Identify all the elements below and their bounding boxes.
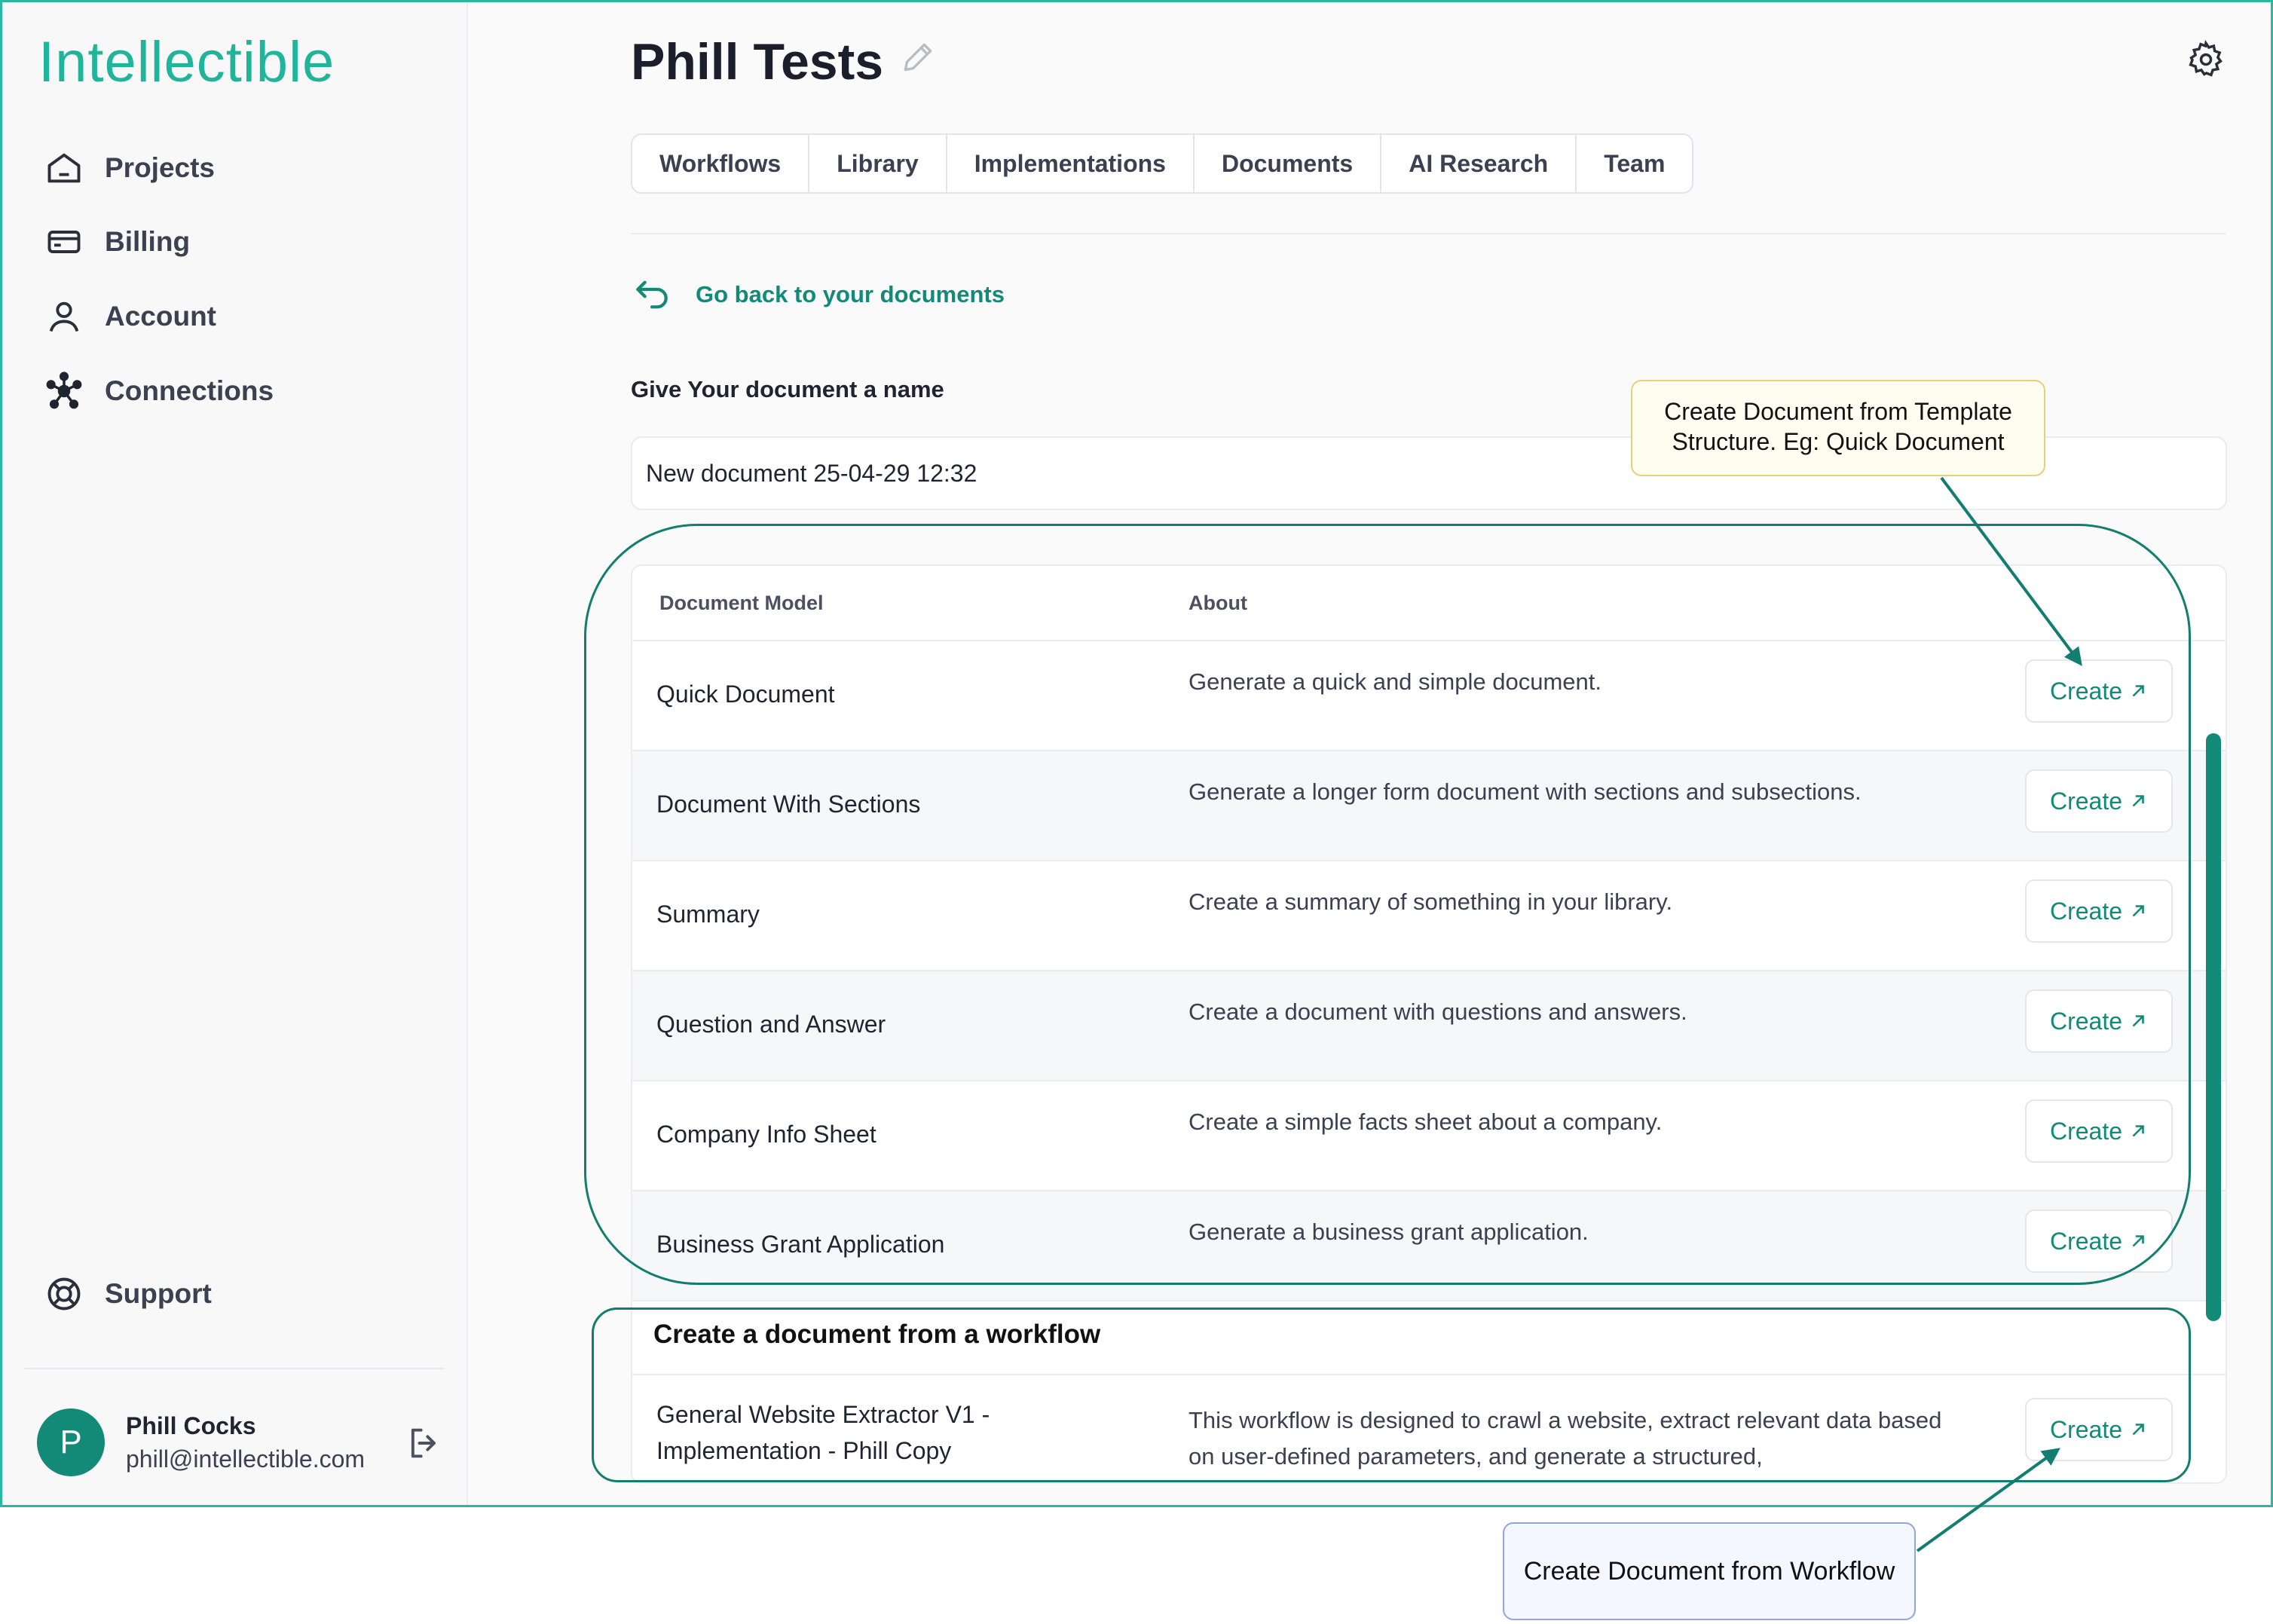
network-icon bbox=[41, 369, 87, 414]
page-title: Phill Tests bbox=[631, 33, 884, 90]
row-model-name: Company Info Sheet bbox=[656, 1121, 876, 1148]
row-about: Create a simple facts sheet about a company. bbox=[1189, 1109, 1663, 1135]
create-label: Create bbox=[2049, 1117, 2123, 1145]
card-icon bbox=[41, 219, 87, 265]
pencil-icon[interactable] bbox=[899, 38, 937, 76]
sidebar-item-billing[interactable] bbox=[41, 212, 190, 272]
divider bbox=[631, 233, 2226, 234]
create-label: Create bbox=[2049, 1227, 2123, 1255]
sidebar-item-account[interactable] bbox=[41, 286, 216, 347]
row-model-name: Question and Answer bbox=[656, 1011, 886, 1038]
back-link-label: Go back to your documents bbox=[696, 281, 1005, 307]
row-about: Generate a longer form document with sections and subsections. bbox=[1189, 778, 1862, 805]
sidebar-item-label: Account bbox=[105, 301, 216, 332]
row-model-name: Quick Document bbox=[656, 680, 835, 708]
avatar[interactable]: P bbox=[37, 1408, 105, 1476]
gear-icon[interactable] bbox=[2186, 40, 2226, 79]
document-name-input[interactable]: New document 25-04-29 12:32 bbox=[631, 436, 2227, 510]
tab-team[interactable]: Team bbox=[1604, 149, 1666, 177]
user-name: Phill Cocks bbox=[126, 1412, 256, 1439]
user-profile bbox=[37, 1408, 444, 1476]
row-about: Create a summary of something in your library. bbox=[1189, 888, 1673, 915]
create-label: Create bbox=[2049, 1415, 2123, 1443]
row-about: Generate a quick and simple document. bbox=[1189, 668, 1602, 695]
workflow-section-highlight bbox=[592, 1307, 2191, 1482]
tab-bar bbox=[631, 133, 1693, 194]
sidebar-item-support[interactable] bbox=[41, 1264, 212, 1324]
home-icon bbox=[41, 145, 87, 191]
row-model-name: Document With Sections bbox=[656, 791, 921, 818]
tab-ai-research[interactable]: AI Research bbox=[1381, 135, 1577, 192]
lifebuoy-icon bbox=[41, 1271, 87, 1317]
back-to-documents-link[interactable] bbox=[631, 274, 1005, 316]
template-section-highlight bbox=[584, 524, 2191, 1285]
row-about: This workflow is designed to crawl a website, extract relevant data based on user-defined parameters, and generate a structured, bbox=[1189, 1407, 1942, 1470]
sidebar-item-label: Support bbox=[105, 1278, 212, 1309]
row-about: Generate a business grant application. bbox=[1189, 1219, 1589, 1245]
document-name-label: Give Your document a name bbox=[631, 376, 944, 402]
create-label: Create bbox=[2049, 787, 2123, 815]
user-icon bbox=[41, 294, 87, 339]
user-email: phill@intellectible.com bbox=[126, 1445, 366, 1473]
workflow-section-title: Create a document from a workflow bbox=[653, 1320, 1101, 1349]
workflow-callout: Create Document from Workflow bbox=[1503, 1522, 1916, 1620]
sidebar-item-connections[interactable] bbox=[41, 361, 274, 421]
row-model-name: Summary bbox=[656, 901, 760, 928]
sidebar-item-label: Connections bbox=[105, 375, 274, 406]
create-label: Create bbox=[2049, 1007, 2123, 1035]
sidebar bbox=[2, 2, 468, 1505]
tab-documents[interactable]: Documents bbox=[1195, 135, 1381, 192]
row-workflow-name: General Website Extractor V1 - Implementation - Phill Copy bbox=[656, 1401, 990, 1464]
create-label: Create bbox=[2049, 677, 2123, 705]
tab-library[interactable]: Library bbox=[809, 135, 947, 192]
scrollbar[interactable] bbox=[2206, 733, 2221, 1321]
return-arrow-icon bbox=[631, 274, 673, 316]
row-model-name: Business Grant Application bbox=[656, 1231, 945, 1258]
tab-workflows[interactable]: Workflows bbox=[632, 135, 809, 192]
logout-icon[interactable] bbox=[405, 1424, 444, 1463]
sidebar-divider bbox=[25, 1368, 444, 1369]
sidebar-item-label: Billing bbox=[105, 226, 191, 257]
template-callout: Create Document from Template Structure. Eg: Quick Document bbox=[1631, 380, 2045, 476]
column-header-model: Document Model bbox=[659, 592, 824, 614]
sidebar-item-projects[interactable] bbox=[41, 138, 215, 198]
create-label: Create bbox=[2049, 897, 2123, 925]
column-header-about: About bbox=[1189, 592, 1247, 614]
sidebar-item-label: Projects bbox=[105, 152, 216, 183]
tab-implementations[interactable]: Implementations bbox=[947, 135, 1195, 192]
row-about: Create a document with questions and answers. bbox=[1189, 999, 1687, 1025]
brand-logo[interactable]: Intellectible bbox=[38, 30, 335, 94]
